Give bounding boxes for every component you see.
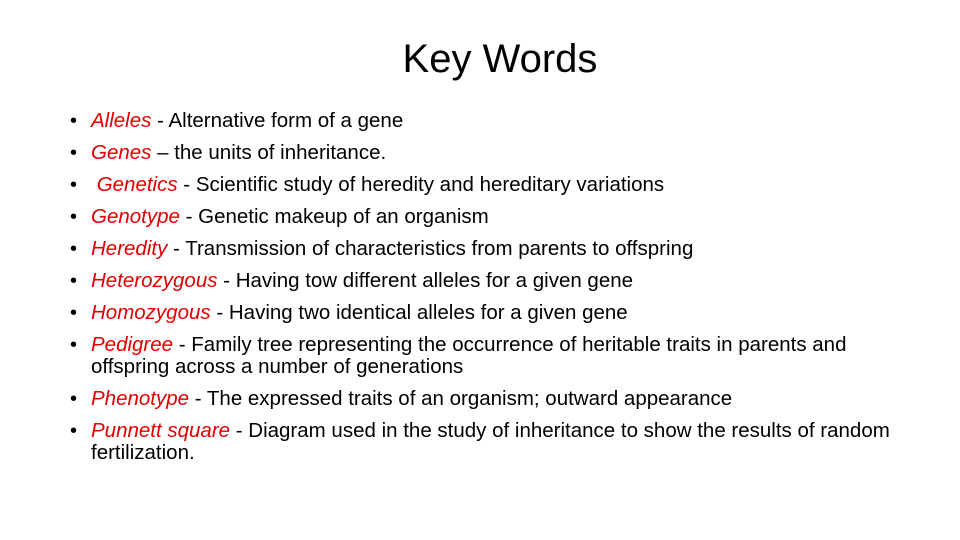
term-separator: - bbox=[210, 301, 229, 324]
term-word: Heterozygous bbox=[91, 269, 218, 292]
term-separator: - bbox=[217, 269, 236, 292]
term-genes bbox=[70, 142, 930, 164]
term-definition: The expressed traits of an organism; outward appearance bbox=[206, 387, 733, 410]
term-definition: Having tow different alleles for a given gene bbox=[235, 269, 634, 292]
term-homozygous bbox=[70, 302, 930, 324]
term-separator: – bbox=[151, 141, 175, 164]
term-word: Punnett square bbox=[91, 419, 231, 442]
term-word: Alleles bbox=[91, 109, 152, 132]
term-definition: Having two identical alleles for a given gene bbox=[228, 301, 628, 324]
term-word: Heredity bbox=[91, 237, 168, 260]
term-phenotype bbox=[70, 388, 930, 410]
term-word: Pedigree bbox=[91, 333, 174, 356]
term-separator: - bbox=[177, 173, 196, 196]
term-definition: Transmission of characteristics from parents to offspring bbox=[185, 237, 694, 260]
term-word: Genes bbox=[91, 141, 152, 164]
term-definition: the units of inheritance. bbox=[174, 141, 387, 164]
term-genotype bbox=[70, 206, 930, 228]
term-word: Genetics bbox=[91, 173, 178, 196]
key-terms-list bbox=[70, 110, 930, 474]
term-heredity bbox=[70, 238, 930, 260]
term-genetics bbox=[70, 174, 930, 196]
term-definition: Genetic makeup of an organism bbox=[198, 205, 489, 228]
term-word: Homozygous bbox=[91, 301, 211, 324]
term-definition: Alternative form of a gene bbox=[168, 109, 404, 132]
term-separator: - bbox=[189, 387, 207, 410]
slide-title: Key Words bbox=[402, 37, 598, 81]
term-word: Genotype bbox=[91, 205, 180, 228]
term-definition: Diagram used in the study of inheritance to show the results of random fertilization. bbox=[91, 419, 890, 464]
term-separator: - bbox=[151, 109, 169, 132]
term-alleles bbox=[70, 110, 930, 132]
term-separator: - bbox=[167, 237, 186, 260]
term-word: Phenotype bbox=[91, 387, 190, 410]
term-definition: Family tree representing the occurrence of heritable traits in parents and offspring across a number of generations bbox=[91, 333, 847, 378]
term-definition: Scientific study of heredity and hereditary variations bbox=[195, 173, 665, 196]
term-heterozygous bbox=[70, 270, 930, 292]
term-punnett-square bbox=[70, 420, 930, 464]
term-separator: - bbox=[179, 205, 199, 228]
term-separator: - bbox=[230, 419, 249, 442]
term-separator: - bbox=[173, 333, 192, 356]
term-pedigree bbox=[70, 334, 930, 378]
slide-title-container bbox=[0, 34, 960, 84]
